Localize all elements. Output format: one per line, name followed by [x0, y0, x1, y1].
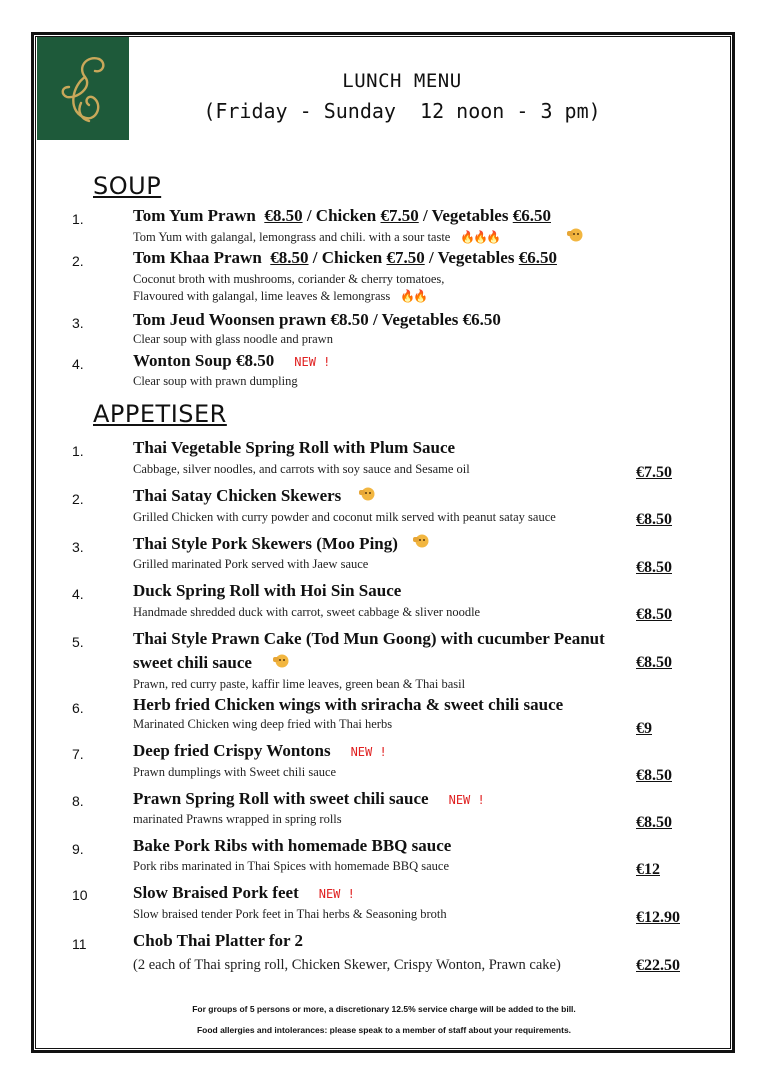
item-title — [133, 789, 485, 809]
item-title: Herb fried Chicken wings with sriracha & sweet chili sauce — [133, 695, 564, 714]
item-name: Slow Braised Pork feet — [133, 883, 299, 902]
item-number: 3. — [72, 539, 84, 555]
item-number: 8. — [72, 793, 84, 809]
thumbs-up-emoji-icon — [272, 652, 290, 668]
item-number: 6. — [72, 700, 84, 716]
item-price: €22.50 — [636, 957, 680, 974]
footer-allergy-note: Food allergies and intolerances: please speak to a member of staff about your requirements. — [196, 1025, 572, 1035]
price-separator: / Vegetables — [418, 206, 513, 225]
item-title — [133, 206, 551, 226]
price-chicken: €7.50 — [386, 248, 425, 267]
item-number: 9. — [72, 841, 84, 857]
item-title: Chob Thai Platter for 2 — [133, 931, 304, 950]
price-vegetables: €6.50 — [512, 206, 551, 225]
item-number: 4. — [72, 356, 84, 372]
item-title: Thai Vegetable Spring Roll with Plum Sauce — [133, 438, 456, 457]
item-description — [133, 230, 499, 245]
item-number: 11 — [72, 936, 87, 952]
item-title: Thai Style Pork Skewers (Moo Ping) — [133, 534, 398, 553]
price-prawn: €8.50 — [270, 248, 309, 267]
price-separator: / Chicken — [302, 206, 381, 225]
item-description: Handmade shredded duck with carrot, sweet cabbage & sliver noodle — [133, 605, 481, 619]
item-number: 5. — [72, 634, 84, 650]
item-price: €8.50 — [636, 767, 672, 784]
section-heading-soup: SOUP — [93, 172, 162, 200]
item-title: Tom Jeud Woonsen prawn €8.50 / Vegetables €6.50 — [133, 310, 501, 329]
item-title — [133, 883, 355, 903]
item-title: Duck Spring Roll with Hoi Sin Sauce — [133, 581, 402, 600]
item-number: 3. — [72, 315, 84, 331]
item-description: Prawn, red curry paste, kaffir lime leaves, green bean & Thai basil — [133, 677, 466, 691]
section-heading-appetiser: APPETISER — [93, 400, 227, 428]
item-name: Tom Yum Prawn — [133, 206, 256, 225]
item-price: €8.50 — [636, 511, 672, 528]
item-description: Grilled Chicken with curry powder and coconut milk served with peanut satay sauce — [133, 510, 556, 524]
thumbs-up-emoji-icon — [566, 226, 584, 242]
item-name: Tom Khaa Prawn — [133, 248, 262, 267]
item-description: Cabbage, silver noodles, and carrots with soy sauce and Sesame oil — [133, 462, 470, 476]
new-badge: NEW ! — [318, 887, 355, 901]
item-title — [133, 741, 387, 761]
price-vegetables: €6.50 — [518, 248, 557, 267]
item-price: €7.50 — [636, 464, 672, 481]
item-number: 1. — [72, 211, 84, 227]
item-description: marinated Prawns wrapped in spring rolls — [133, 812, 342, 826]
menu-title: LUNCH MENU — [342, 70, 462, 92]
item-description: Coconut broth with mushrooms, coriander & cherry tomatoes, — [133, 272, 445, 286]
thumbs-up-emoji-icon — [358, 485, 376, 501]
item-description: Clear soup with glass noodle and prawn — [133, 332, 333, 346]
description-text: Tom Yum with galangal, lemongrass and chili. with a sour taste — [133, 230, 451, 244]
item-number: 4. — [72, 586, 84, 602]
item-number: 10 — [72, 887, 88, 903]
item-number: 1. — [72, 443, 84, 459]
item-name: Deep fried Crispy Wontons — [133, 741, 331, 760]
item-price: €8.50 — [636, 814, 672, 831]
item-description: Prawn dumplings with Sweet chili sauce — [133, 765, 337, 779]
item-price: €12 — [636, 861, 660, 878]
price-chicken: €7.50 — [380, 206, 419, 225]
item-description: Pork ribs marinated in Thai Spices with homemade BBQ sauce — [133, 859, 450, 873]
item-title — [133, 248, 557, 268]
new-badge: NEW ! — [294, 355, 331, 369]
item-number: 2. — [72, 491, 84, 507]
thumbs-up-emoji-icon — [412, 532, 430, 548]
price-separator: / Vegetables — [424, 248, 519, 267]
item-title — [133, 351, 330, 371]
price-separator: / Chicken — [308, 248, 387, 267]
item-title-continued: sweet chili sauce — [133, 653, 252, 672]
item-title: Bake Pork Ribs with homemade BBQ sauce — [133, 836, 452, 855]
item-price: €8.50 — [636, 606, 672, 623]
description-text: Flavoured with galangal, lime leaves & lemongrass — [133, 289, 391, 303]
item-description: Grilled marinated Pork served with Jaew sauce — [133, 557, 369, 571]
item-price: €12.90 — [636, 909, 680, 926]
item-description: (2 each of Thai spring roll, Chicken Skewer, Crispy Wonton, Prawn cake) — [133, 957, 561, 973]
item-description: Clear soup with prawn dumpling — [133, 374, 298, 388]
chili-flame-icon: 🔥🔥🔥 — [460, 230, 500, 244]
item-description: Slow braised tender Pork feet in Thai herbs & Seasoning broth — [133, 907, 447, 921]
item-price: €8.50 — [636, 654, 672, 671]
item-name: Prawn Spring Roll with sweet chili sauce — [133, 789, 429, 808]
item-description: Marinated Chicken wing deep fried with Thai herbs — [133, 717, 393, 731]
footer-service-charge: For groups of 5 persons or more, a discretionary 12.5% service charge will be added to the bill. — [192, 1004, 576, 1014]
item-description — [133, 289, 426, 304]
item-price: €9 — [636, 720, 652, 737]
item-number: 7. — [72, 746, 84, 762]
item-name: Wonton Soup €8.50 — [133, 351, 275, 370]
item-number: 2. — [72, 253, 84, 269]
item-title: Thai Satay Chicken Skewers — [133, 486, 342, 505]
menu-hours: (Friday - Sunday 12 noon - 3 pm) — [203, 99, 601, 123]
item-title: Thai Style Prawn Cake (Tod Mun Goong) with cucumber Peanut — [133, 629, 605, 648]
new-badge: NEW ! — [350, 745, 387, 759]
item-price: €8.50 — [636, 559, 672, 576]
price-prawn: €8.50 — [264, 206, 303, 225]
chili-flame-icon: 🔥🔥 — [400, 289, 427, 303]
new-badge: NEW ! — [448, 793, 485, 807]
